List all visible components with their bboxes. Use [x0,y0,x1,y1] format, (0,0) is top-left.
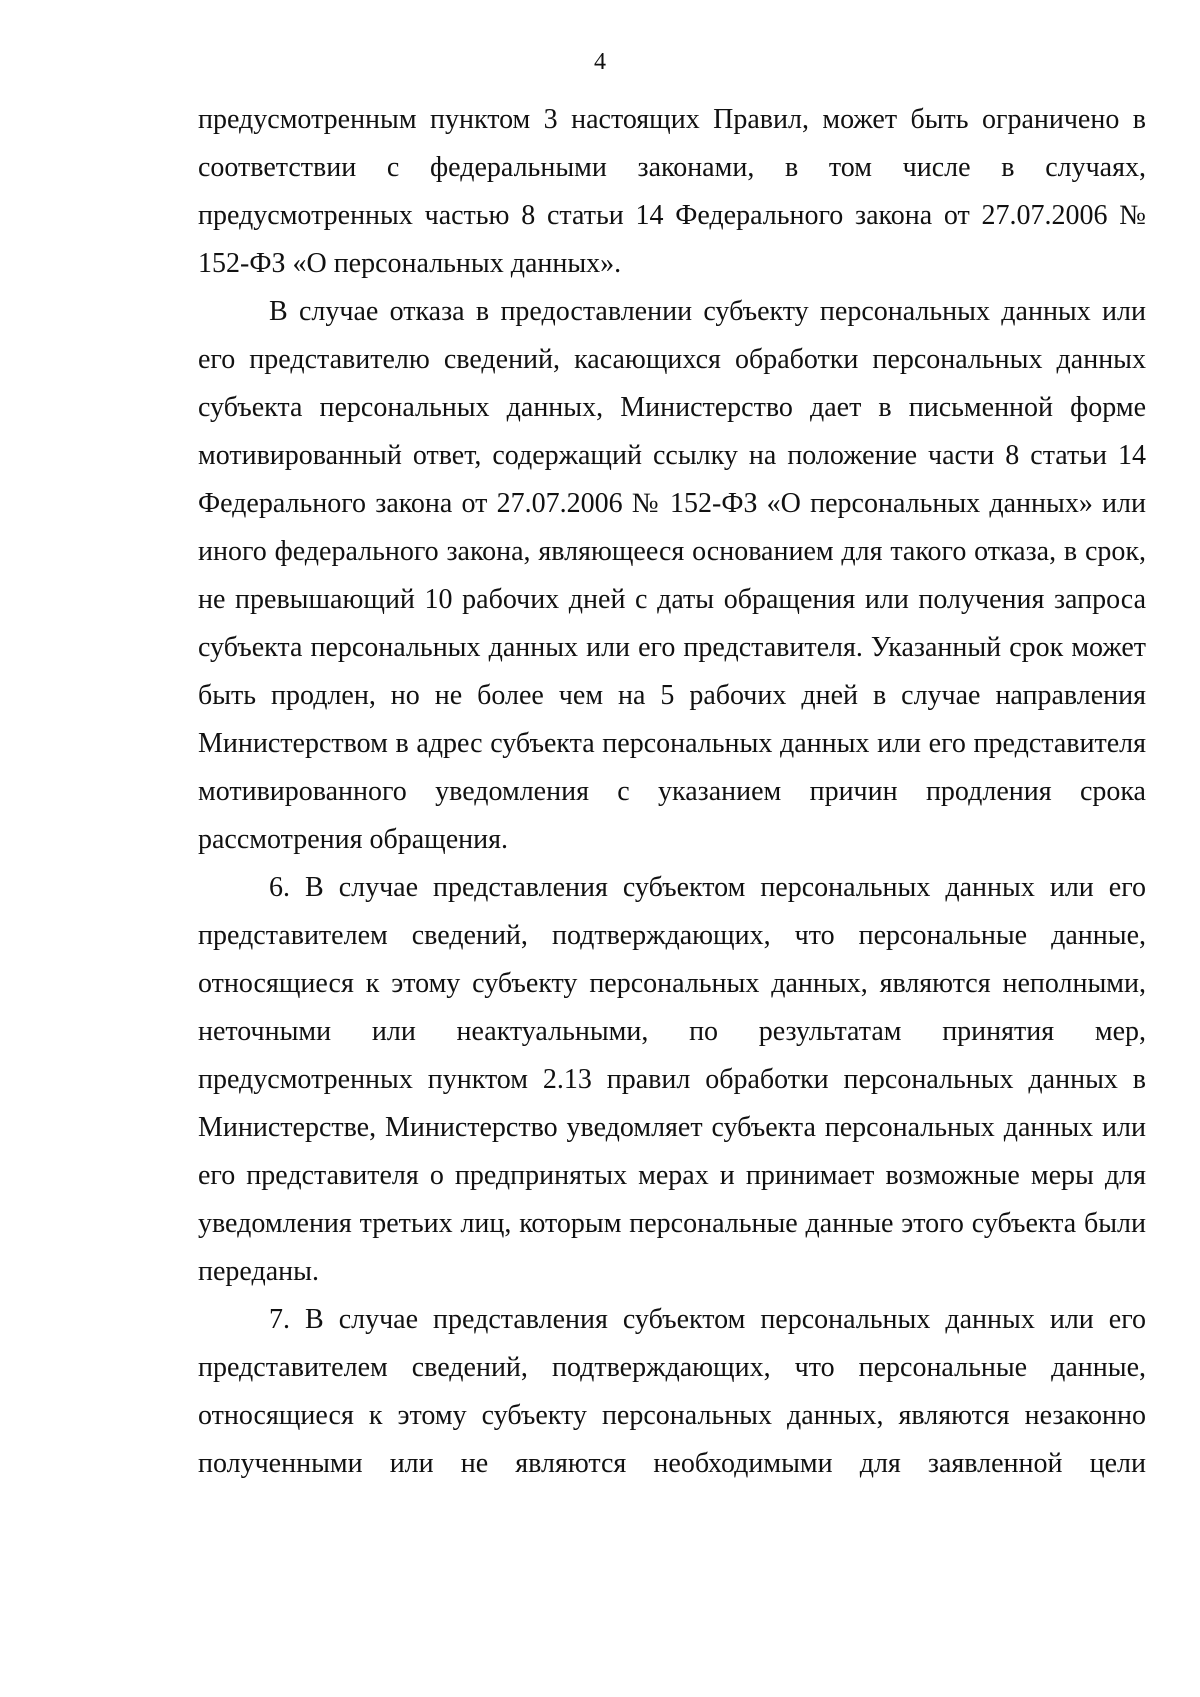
paragraph-item-6: 6. В случае представления субъектом персональных данных или его представителем сведений, подтверждающих, что персональные данные, относящиеся к этому субъекту персональных данных, являются неполными, неточными или неактуальными, по результатам принятия мер, предусмотренных пунктом 2.13 правил обработки персональных данных в Министерстве, Министерство уведомляет субъекта персональных данных или его представителя о предпринятых мерах и принимает возможные меры для уведомления третьих лиц, которым персональные данные этого субъекта были переданы. [198,872,1146,1287]
document-body [198,96,1146,1488]
paragraph-refusal-response: В случае отказа в предоставлении субъекту персональных данных или его представителю сведений, касающихся обработки персональных данных субъекта персональных данных, Министерство дает в письменной форме мотивированный ответ, содержащий ссылку на положение части 8 статьи 14 Федерального закона от 27.07.2006 № 152-ФЗ «О персональных данных» или иного федерального закона, являющееся основанием для такого отказа, в срок, не превышающий 10 рабочих дней с даты обращения или получения запроса субъекта персональных данных или его представителя. Указанный срок может быть продлен, но не более чем на 5 рабочих дней в случае направления Министерством в адрес субъекта персональных данных или его представителя мотивированного уведомления с указанием причин продления срока рассмотрения обращения. [198,296,1146,855]
paragraph-continuation: предусмотренным пунктом 3 настоящих Правил, может быть ограничено в соответствии с федеральными законами, в том числе в случаях, предусмотренных частью 8 статьи 14 Федерального закона от 27.07.2006 № 152-ФЗ «О персональных данных». [198,104,1146,279]
page-number: 4 [594,49,606,75]
paragraph-item-7: 7. В случае представления субъектом персональных данных или его представителем сведений, подтверждающих, что персональные данные, относящиеся к этому субъекту персональных данных, являются незаконно полученными или не являются необходимыми для заявленной цели [198,1304,1146,1479]
